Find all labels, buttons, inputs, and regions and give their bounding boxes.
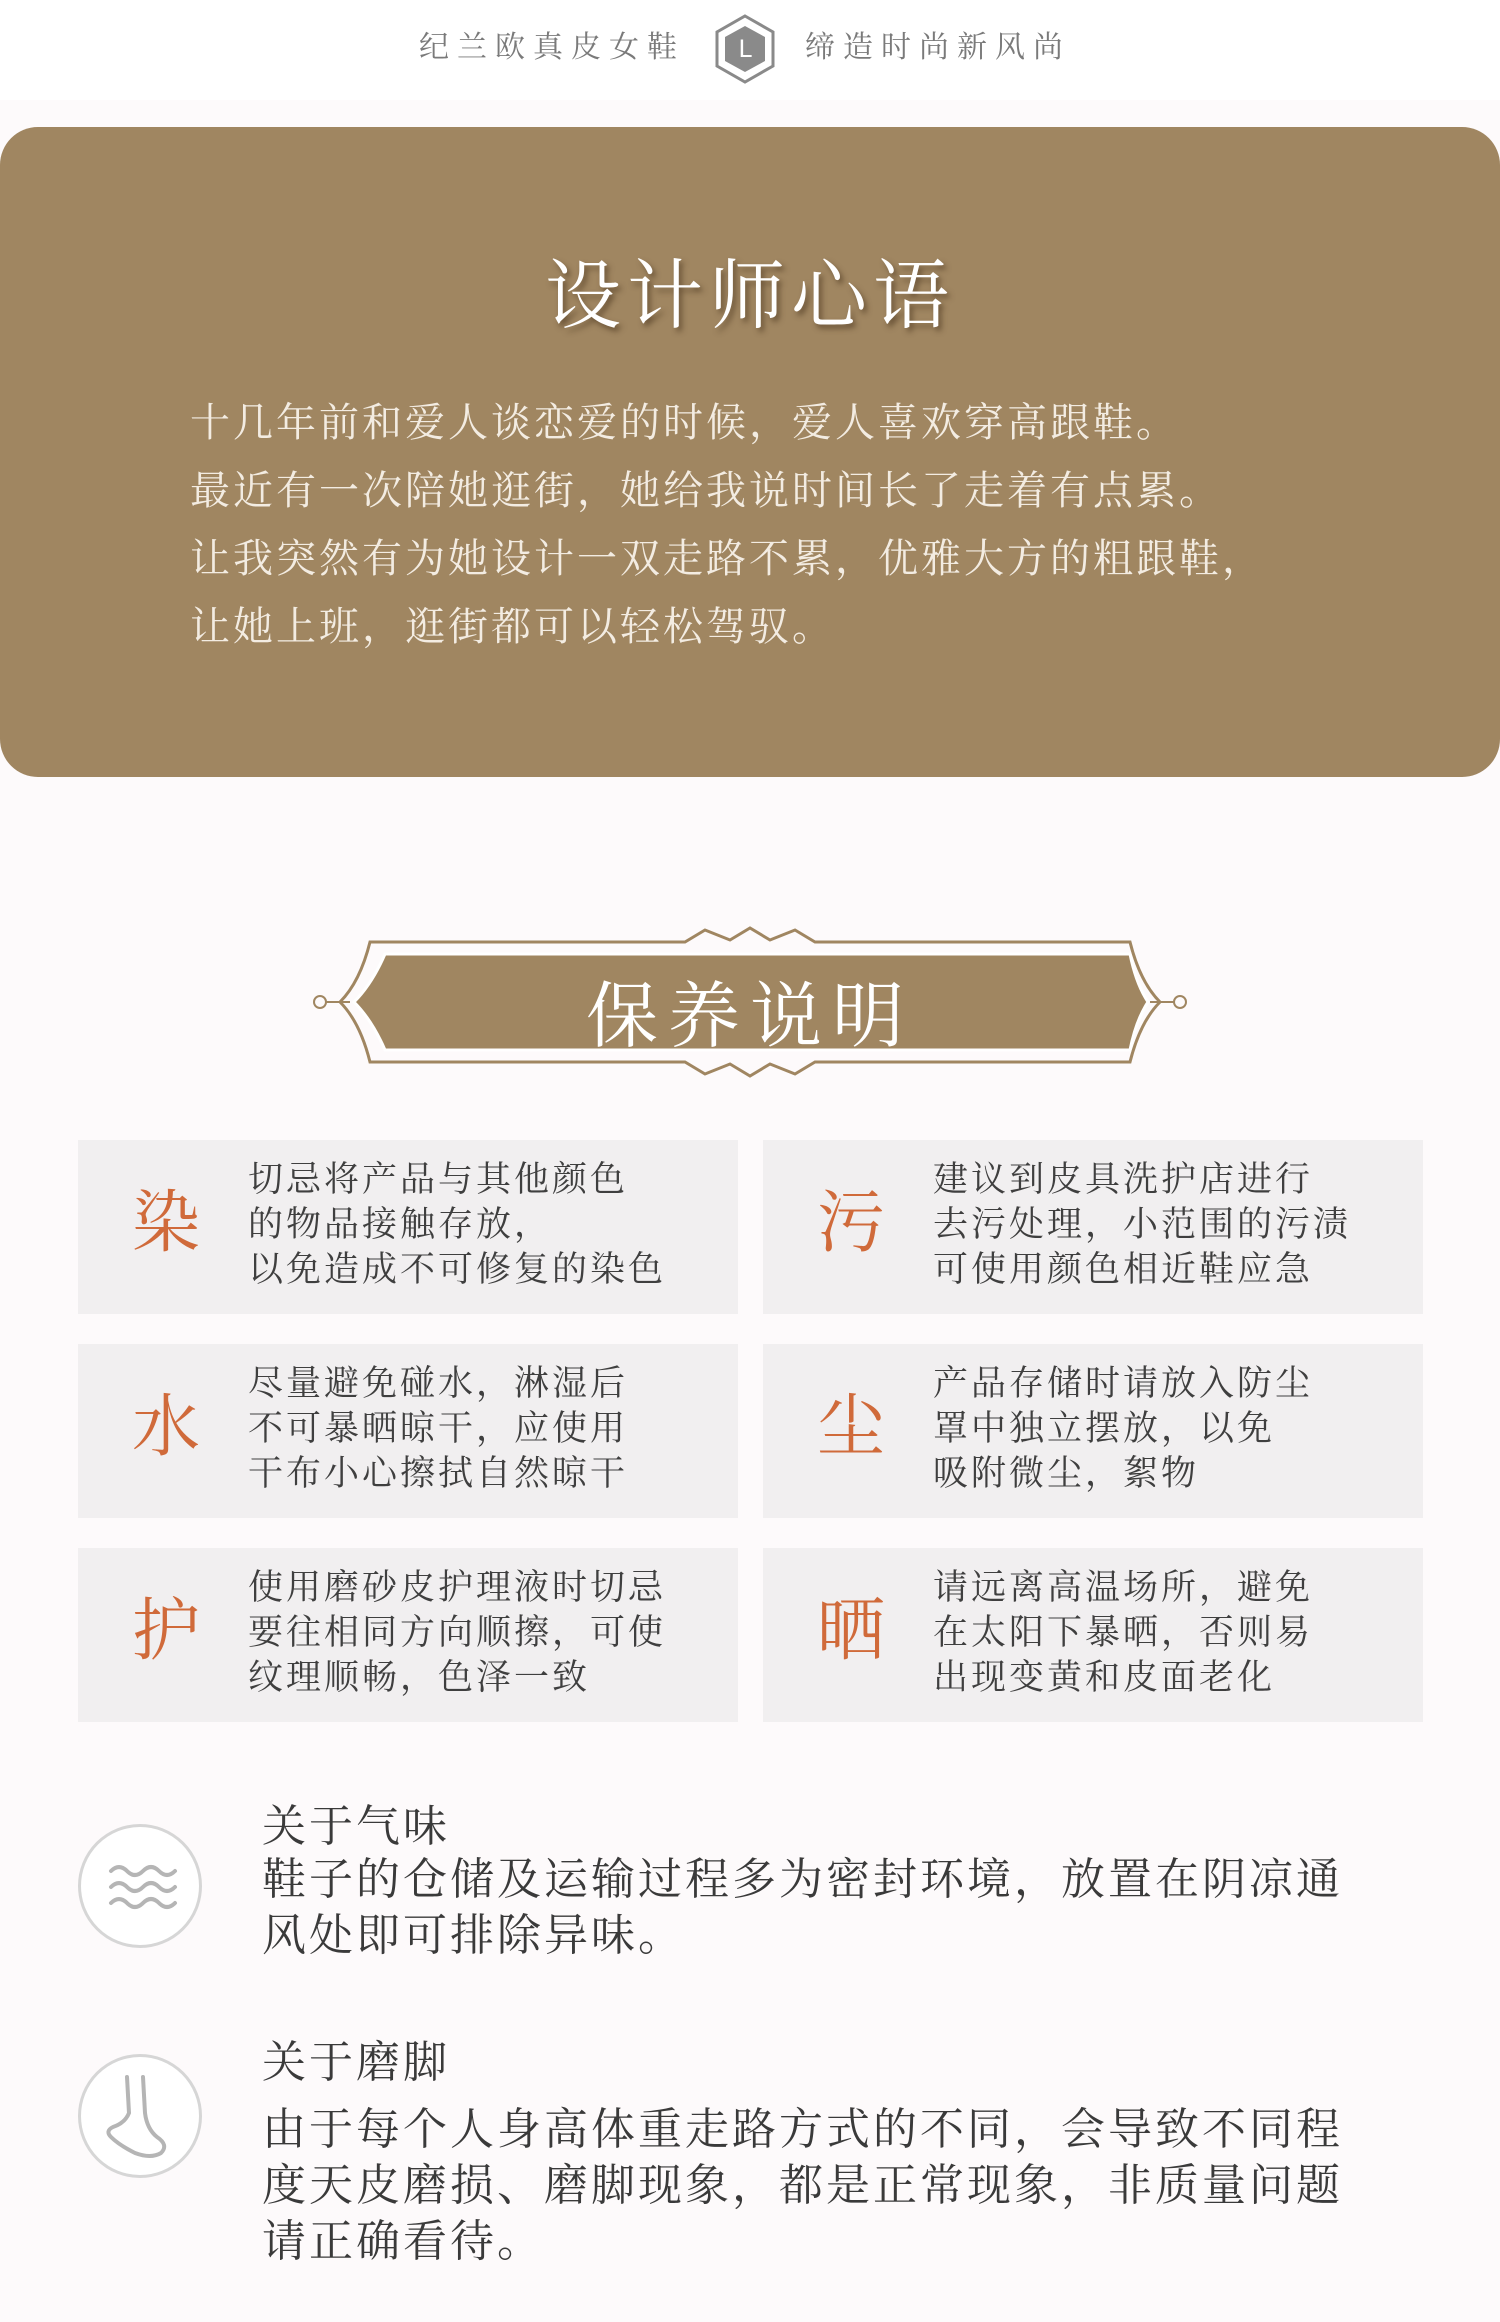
care-item-line: 在太阳下暴晒，否则易 <box>933 1613 1314 1653</box>
care-item-desc <box>248 1362 728 1497</box>
smell-waves-icon <box>78 1824 202 1948</box>
care-item-line: 罩中独立摆放，以免 <box>933 1409 1276 1449</box>
brand-logo-letter: L <box>738 35 752 63</box>
care-item-water <box>78 1344 738 1518</box>
brand-name: 纪兰欧真皮女鞋 <box>419 30 685 65</box>
brand-slogan: 缔造时尚新风尚 <box>805 30 1071 65</box>
designer-line: 十几年前和爱人谈恋爱的时候，爱人喜欢穿高跟鞋。 <box>190 400 1179 446</box>
care-item-desc <box>248 1566 728 1701</box>
note-body <box>262 2102 1442 2270</box>
care-item-line: 产品存储时请放入防尘 <box>933 1364 1314 1404</box>
care-item-char: 污 <box>817 1184 886 1263</box>
note-line: 鞋子的仓储及运输过程多为密封环境，放置在阴凉通 <box>262 1854 1343 1905</box>
note-chafing <box>0 2026 1500 2296</box>
care-item-char: 水 <box>132 1388 201 1467</box>
foot-icon <box>78 2054 202 2178</box>
care-item-protect <box>78 1548 738 1722</box>
designer-line: 让她上班，逛街都可以轻松驾驭。 <box>190 604 835 650</box>
note-title: 关于气味 <box>262 1801 450 1852</box>
designer-title: 设计师心语 <box>545 251 955 340</box>
care-item-line: 纹理顺畅，色泽一致 <box>248 1658 591 1698</box>
care-item-desc <box>933 1362 1413 1497</box>
care-item-line: 去污处理，小范围的污渍 <box>933 1205 1352 1245</box>
brand-header <box>0 0 1500 100</box>
care-item-desc <box>933 1566 1413 1701</box>
care-item-line: 不可暴晒晾干，应使用 <box>248 1409 629 1449</box>
care-item-dust <box>763 1344 1423 1518</box>
care-item-line: 切忌将产品与其他颜色 <box>248 1160 629 1200</box>
care-item-line: 尽量避免碰水，淋湿后 <box>248 1364 629 1404</box>
care-item-desc <box>933 1158 1413 1293</box>
note-smell <box>0 1790 1500 1990</box>
care-item-line: 出现变黄和皮面老化 <box>933 1658 1276 1698</box>
care-item-line: 要往相同方向顺擦，可使 <box>248 1613 667 1653</box>
care-item-char: 护 <box>132 1592 201 1671</box>
care-item-desc <box>248 1158 728 1293</box>
care-item-char: 染 <box>132 1184 201 1263</box>
care-item-line: 使用磨砂皮护理液时切忌 <box>248 1568 667 1608</box>
brand-logo-icon <box>714 14 776 84</box>
designer-paragraph <box>190 389 1390 661</box>
care-item-char: 晒 <box>817 1592 886 1671</box>
note-line: 由于每个人身高体重走路方式的不同，会导致不同程 <box>262 2104 1343 2155</box>
care-item-line: 的物品接触存放， <box>248 1205 553 1245</box>
designer-line: 让我突然有为她设计一双走路不累，优雅大方的粗跟鞋， <box>190 536 1265 582</box>
care-item-line: 干布小心擦拭自然晾干 <box>248 1454 629 1494</box>
care-item-sun <box>763 1548 1423 1722</box>
care-item-line: 请远离高温场所，避免 <box>933 1568 1314 1608</box>
care-item-line: 以免造成不可修复的染色 <box>248 1250 667 1290</box>
designer-message-card <box>0 127 1500 777</box>
note-body <box>262 1852 1442 1964</box>
designer-line: 最近有一次陪她逛街，她给我说时间长了走着有点累。 <box>190 468 1222 514</box>
care-item-line: 建议到皮具洗护店进行 <box>933 1160 1314 1200</box>
care-item-stain <box>763 1140 1423 1314</box>
note-title: 关于磨脚 <box>262 2037 450 2088</box>
care-item-dye <box>78 1140 738 1314</box>
care-item-line: 吸附微尘，絮物 <box>933 1454 1200 1494</box>
care-item-char: 尘 <box>817 1388 886 1467</box>
note-line: 度天皮磨损、磨脚现象，都是正常现象，非质量问题 <box>262 2160 1343 2211</box>
note-line: 风处即可排除异味。 <box>262 1910 685 1961</box>
care-title: 保养说明 <box>585 974 914 1058</box>
note-line: 请正确看待。 <box>262 2216 544 2267</box>
care-instructions-banner <box>310 922 1190 1082</box>
care-item-line: 可使用颜色相近鞋应急 <box>933 1250 1314 1290</box>
